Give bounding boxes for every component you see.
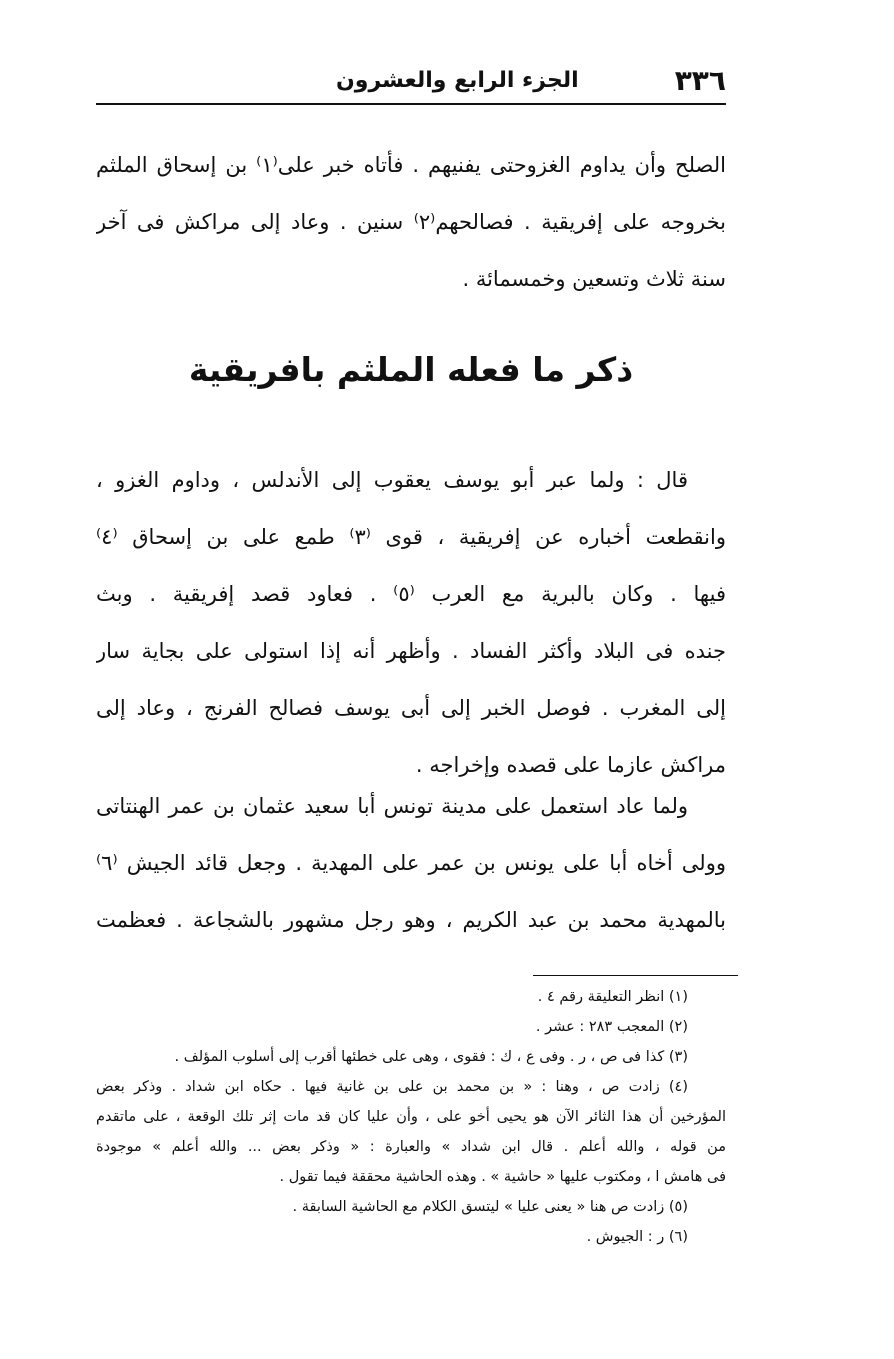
footnote-4-line: المؤرخين أن هذا الثائر الآن هو يحيى أخو على ، وأن عليا كان قد مات إثر تلك الوقعة ، على ماتقدم	[96, 1109, 726, 1125]
footnote-4-line: فى هامش ا ، ومكتوب عليها « حاشية » . وهذه الحاشية محققة فيما تقول .	[279, 1169, 726, 1185]
footnote-6: (٦) ر : الجيوش .	[586, 1229, 688, 1245]
text-line: وانقطعت أخباره عن إفريقية ، قوى ⁽٣⁾ طمع على بن إسحاق ⁽٤⁾	[96, 525, 726, 549]
text-line: جنده فى البلاد وأكثر الفساد . وأظهر أنه إذا استولى على بجاية سار	[96, 639, 726, 663]
running-header	[96, 60, 726, 100]
footnote-4-line: من قوله ، والله أعلم . قال ابن شداد » والعبارة : « وذكر بعض ... والله أعلم » موجودة	[96, 1139, 726, 1155]
text-line: قال : ولما عبر أبو يوسف يعقوب إلى الأندلس ، وداوم الغزو ،	[96, 468, 688, 492]
footnote-rule	[533, 975, 738, 976]
footnote-2: (٢) المعجب ٢٨٣ : عشر .	[535, 1019, 688, 1035]
text-line: ولما عاد استعمل على مدينة تونس أبا سعيد عثمان بن عمر الهنتاتى	[96, 794, 688, 818]
text-line: سنة ثلاث وتسعين وخمسمائة .	[462, 267, 726, 291]
header-rule	[96, 103, 726, 105]
text-line: فيها . وكان بالبرية مع العرب ⁽٥⁾ . فعاود قصد إفريقية . وبث	[96, 582, 726, 606]
paragraph-2	[96, 778, 726, 949]
paragraph-1	[96, 452, 726, 794]
footnote-4: (٤) زادت ص ، وهنا : « بن محمد بن على بن غانية فيها . حكاه ابن شداد . وذكر بعض	[96, 1079, 688, 1095]
text-line: الصلح وأن يداوم الغزوحتى يفنيهم . فأتاه خبر على⁽١⁾ بن إسحاق الملثم	[96, 153, 726, 177]
footnote-5: (٥) زادت ص هنا « يعنى عليا » ليتسق الكلام مع الحاشية السابقة .	[292, 1199, 688, 1215]
footnotes	[96, 982, 726, 1252]
running-title: الجزء الرابع والعشرون	[336, 67, 579, 93]
footnote-3: (٣) كذا فى ص ، ر . وفى ع ، ك : فقوى ، وهى على خطئها أقرب إلى أسلوب المؤلف .	[174, 1049, 688, 1065]
text-line: وولى أخاه أبا على يونس بن عمر على المهدية . وجعل قائد الجيش ⁽٦⁾	[96, 851, 726, 875]
text-line: بخروجه على إفريقية . فصالحهم⁽٢⁾ سنين . وعاد إلى مراكش فى آخر	[96, 210, 726, 234]
section-heading: ذكر ما فعله الملثم بافريقية	[188, 350, 634, 389]
intro-paragraph	[96, 137, 726, 308]
text-line: مراكش عازما على قصده وإخراجه .	[415, 753, 726, 777]
text-line: بالمهدية محمد بن عبد الكريم ، وهو رجل مشهور بالشجاعة . فعظمت	[96, 908, 726, 932]
text-line: إلى المغرب . فوصل الخبر إلى أبى يوسف فصالح الفرنج ، وعاد إلى	[96, 696, 726, 720]
footnote-1: (١) انظر التعليقة رقم ٤ .	[537, 989, 688, 1005]
page-number: ٣٣٦	[674, 63, 726, 97]
